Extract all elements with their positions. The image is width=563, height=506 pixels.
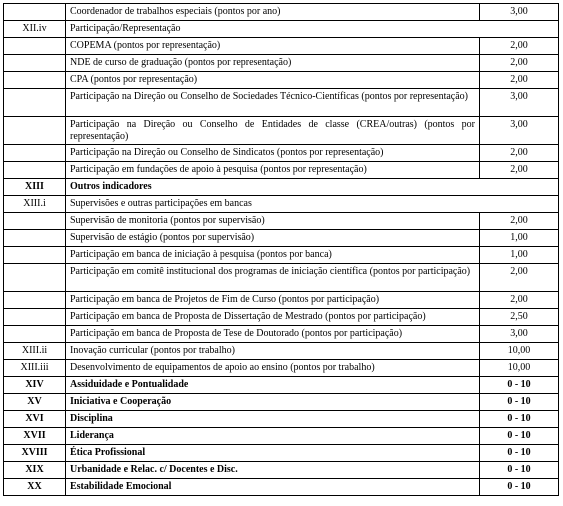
item-code (4, 145, 66, 162)
item-score: 2,00 (480, 145, 559, 162)
item-score: 2,50 (480, 309, 559, 326)
item-description: Coordenador de trabalhos especiais (pontos por ano) (66, 4, 480, 21)
item-code (4, 309, 66, 326)
item-code (4, 230, 66, 247)
item-description: Urbanidade e Relac. c/ Docentes e Disc. (66, 462, 480, 479)
item-score: 10,00 (480, 360, 559, 377)
table-row (4, 247, 559, 264)
item-code (4, 55, 66, 72)
item-code: XIII.i (4, 196, 66, 213)
item-description: Ética Profissional (66, 445, 480, 462)
item-code: XVII (4, 428, 66, 445)
item-score: 0 - 10 (480, 462, 559, 479)
table-row (4, 343, 559, 360)
table-row (4, 360, 559, 377)
subsection-row (4, 21, 559, 38)
item-score: 1,00 (480, 230, 559, 247)
item-description: Liderança (66, 428, 480, 445)
table-row (4, 117, 559, 145)
item-score: 0 - 10 (480, 445, 559, 462)
item-score: 2,00 (480, 72, 559, 89)
item-description: Supervisão de monitoria (pontos por supervisão) (66, 213, 480, 230)
category-header-row (4, 179, 559, 196)
item-code: XVI (4, 411, 66, 428)
table-row (4, 326, 559, 343)
item-score: 3,00 (480, 326, 559, 343)
item-score: 2,00 (480, 38, 559, 55)
item-code (4, 38, 66, 55)
item-description: COPEMA (pontos por representação) (66, 38, 480, 55)
table-row (4, 162, 559, 179)
score-table (3, 3, 559, 496)
item-description: Assiduidade e Pontualidade (66, 377, 480, 394)
item-score: 2,00 (480, 264, 559, 292)
table-row (4, 428, 559, 445)
item-score: 3,00 (480, 89, 559, 117)
table-row (4, 462, 559, 479)
table-row (4, 309, 559, 326)
item-score: 0 - 10 (480, 411, 559, 428)
item-code: XV (4, 394, 66, 411)
table-row (4, 479, 559, 496)
item-description: Participação na Direção ou Conselho de Sociedades Técnico-Científicas (pontos por representação) (66, 89, 480, 117)
item-code (4, 117, 66, 145)
item-code (4, 72, 66, 89)
item-score: 0 - 10 (480, 428, 559, 445)
item-description: Participação em comitê institucional dos programas de iniciação científica (pontos por participação) (66, 264, 480, 292)
item-code (4, 162, 66, 179)
item-code: XIII (4, 179, 66, 196)
item-description: Inovação curricular (pontos por trabalho) (66, 343, 480, 360)
table-row (4, 145, 559, 162)
item-code: XIX (4, 462, 66, 479)
item-description: NDE de curso de graduação (pontos por representação) (66, 55, 480, 72)
item-score: 3,00 (480, 117, 559, 145)
table-row (4, 445, 559, 462)
item-score: 0 - 10 (480, 479, 559, 496)
subsection-title: Participação/Representação (66, 21, 559, 38)
table-row (4, 55, 559, 72)
item-description: Participação na Direção ou Conselho de Sindicatos (pontos por representação) (66, 145, 480, 162)
item-code (4, 89, 66, 117)
item-description: CPA (pontos por representação) (66, 72, 480, 89)
item-score: 2,00 (480, 55, 559, 72)
category-title: Outros indicadores (66, 179, 559, 196)
table-row (4, 394, 559, 411)
item-score: 2,00 (480, 162, 559, 179)
item-code: XII.iv (4, 21, 66, 38)
item-description: Participação em banca de Projetos de Fim de Curso (pontos por participação) (66, 292, 480, 309)
item-code (4, 264, 66, 292)
item-description: Iniciativa e Cooperação (66, 394, 480, 411)
item-score: 0 - 10 (480, 377, 559, 394)
item-description: Participação em banca de Proposta de Dissertação de Mestrado (pontos por participação) (66, 309, 480, 326)
item-code (4, 326, 66, 343)
table-row (4, 264, 559, 292)
table-row (4, 377, 559, 394)
item-description: Disciplina (66, 411, 480, 428)
item-score: 10,00 (480, 343, 559, 360)
item-description: Desenvolvimento de equipamentos de apoio ao ensino (pontos por trabalho) (66, 360, 480, 377)
score-table-body (4, 4, 559, 496)
item-code: XIV (4, 377, 66, 394)
item-code: XIII.iii (4, 360, 66, 377)
subsection-title: Supervisões e outras participações em bancas (66, 196, 559, 213)
item-code (4, 247, 66, 264)
item-description: Participação na Direção ou Conselho de Entidades de classe (CREA/outras) (pontos por representação) (66, 117, 480, 145)
item-code: XVIII (4, 445, 66, 462)
item-score: 3,00 (480, 4, 559, 21)
table-row (4, 292, 559, 309)
table-row (4, 38, 559, 55)
item-code (4, 4, 66, 21)
item-score: 2,00 (480, 292, 559, 309)
item-description: Estabilidade Emocional (66, 479, 480, 496)
item-score: 1,00 (480, 247, 559, 264)
item-description: Participação em banca de iniciação à pesquisa (pontos por banca) (66, 247, 480, 264)
item-code (4, 213, 66, 230)
item-score: 0 - 10 (480, 394, 559, 411)
item-description: Supervisão de estágio (pontos por supervisão) (66, 230, 480, 247)
table-row (4, 230, 559, 247)
item-score: 2,00 (480, 213, 559, 230)
table-row (4, 89, 559, 117)
table-row (4, 4, 559, 21)
table-row (4, 411, 559, 428)
table-row (4, 213, 559, 230)
item-code: XX (4, 479, 66, 496)
table-row (4, 72, 559, 89)
item-code (4, 292, 66, 309)
subsection-row (4, 196, 559, 213)
item-description: Participação em fundações de apoio à pesquisa (pontos por representação) (66, 162, 480, 179)
item-code: XIII.ii (4, 343, 66, 360)
item-description: Participação em banca de Proposta de Tese de Doutorado (pontos por participação) (66, 326, 480, 343)
